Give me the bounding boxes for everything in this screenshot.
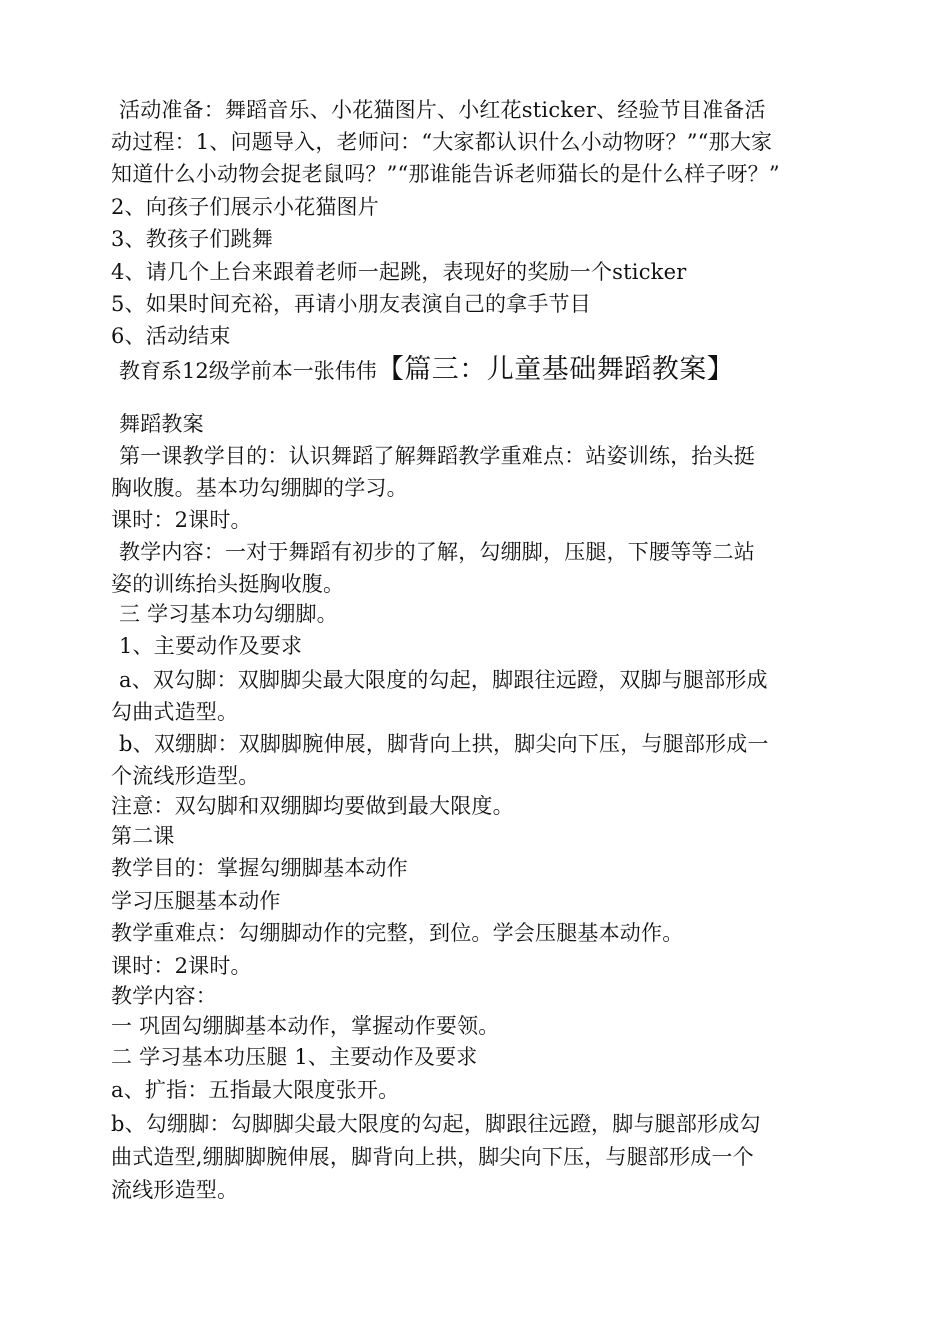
text-line: 个流线形造型。 <box>111 764 260 788</box>
text-line: 二 学习基本功压腿 1、主要动作及要求 <box>111 1045 478 1069</box>
text-line: 一 巩固勾绷脚基本动作，掌握动作要领。 <box>111 1014 500 1038</box>
text-line: 教学内容：一对于舞蹈有初步的了解，勾绷脚，压腿，下腰等等二站 <box>119 540 755 564</box>
text-line: 三 学习基本功勾绷脚。 <box>119 602 338 626</box>
text-line: 动过程：1、问题导入，老师问：“大家都认识什么小动物呀？”“那大家 <box>111 130 773 154</box>
text-line: 课时：2课时。 <box>111 954 252 978</box>
text-line: 教学目的：掌握勾绷脚基本动作 <box>111 856 408 880</box>
text-line: a、双勾脚：双脚脚尖最大限度的勾起，脚跟往远蹬，双脚与腿部形成 <box>119 668 768 692</box>
text-line: 课时：2课时。 <box>111 508 252 532</box>
text-line: a、扩指：五指最大限度张开。 <box>111 1078 400 1102</box>
text-line: 学习压腿基本动作 <box>111 889 281 913</box>
text-line: b、勾绷脚：勾脚脚尖最大限度的勾起，脚跟往远蹬，脚与腿部形成勾 <box>111 1112 761 1136</box>
text-line: 4、请几个上台来跟着老师一起跳，表现好的奖励一个sticker <box>111 260 687 284</box>
text-line: 第二课 <box>111 824 175 848</box>
heading-prefix: 教育系12级学前本一张伟伟 <box>119 359 377 383</box>
text-line: 教学内容： <box>111 984 217 1008</box>
text-line: 胸收腹。基本功勾绷脚的学习。 <box>111 476 408 500</box>
text-line: 2、向孩子们展示小花猫图片 <box>111 195 379 219</box>
text-line: 6、活动结束 <box>111 324 231 348</box>
text-line: 3、教孩子们跳舞 <box>111 227 273 251</box>
text-line: 活动准备：舞蹈音乐、小花猫图片、小红花sticker、经验节目准备活 <box>119 98 766 122</box>
text-line: 注意：双勾脚和双绷脚均要做到最大限度。 <box>111 794 514 818</box>
text-line: 第一课教学目的：认识舞蹈了解舞蹈教学重难点：站姿训练，抬头挺 <box>119 444 755 468</box>
text-line: 曲式造型,绷脚脚腕伸展，脚背向上拱，脚尖向下压，与腿部形成一个 <box>111 1145 754 1169</box>
text-line: 勾曲式造型。 <box>111 700 239 724</box>
text-line: 5、如果时间充裕，再请小朋友表演自己的拿手节目 <box>111 292 591 316</box>
text-line: b、双绷脚：双脚脚腕伸展，脚背向上拱，脚尖向下压，与腿部形成一 <box>119 732 769 756</box>
text-line: 姿的训练抬头挺胸收腹。 <box>111 572 345 596</box>
text-line: 1、主要动作及要求 <box>119 634 303 658</box>
heading-title: 【篇三：儿童基础舞蹈教案】 <box>376 354 735 385</box>
text-line: 舞蹈教案 <box>119 412 204 436</box>
text-line: 知道什么小动物会捉老鼠吗？”“那谁能告诉老师猫长的是什么样子呀？” <box>111 162 780 186</box>
text-line: 流线形造型。 <box>111 1178 239 1202</box>
section-heading <box>119 352 734 389</box>
text-line: 教学重难点：勾绷脚动作的完整，到位。学会压腿基本动作。 <box>111 921 684 945</box>
